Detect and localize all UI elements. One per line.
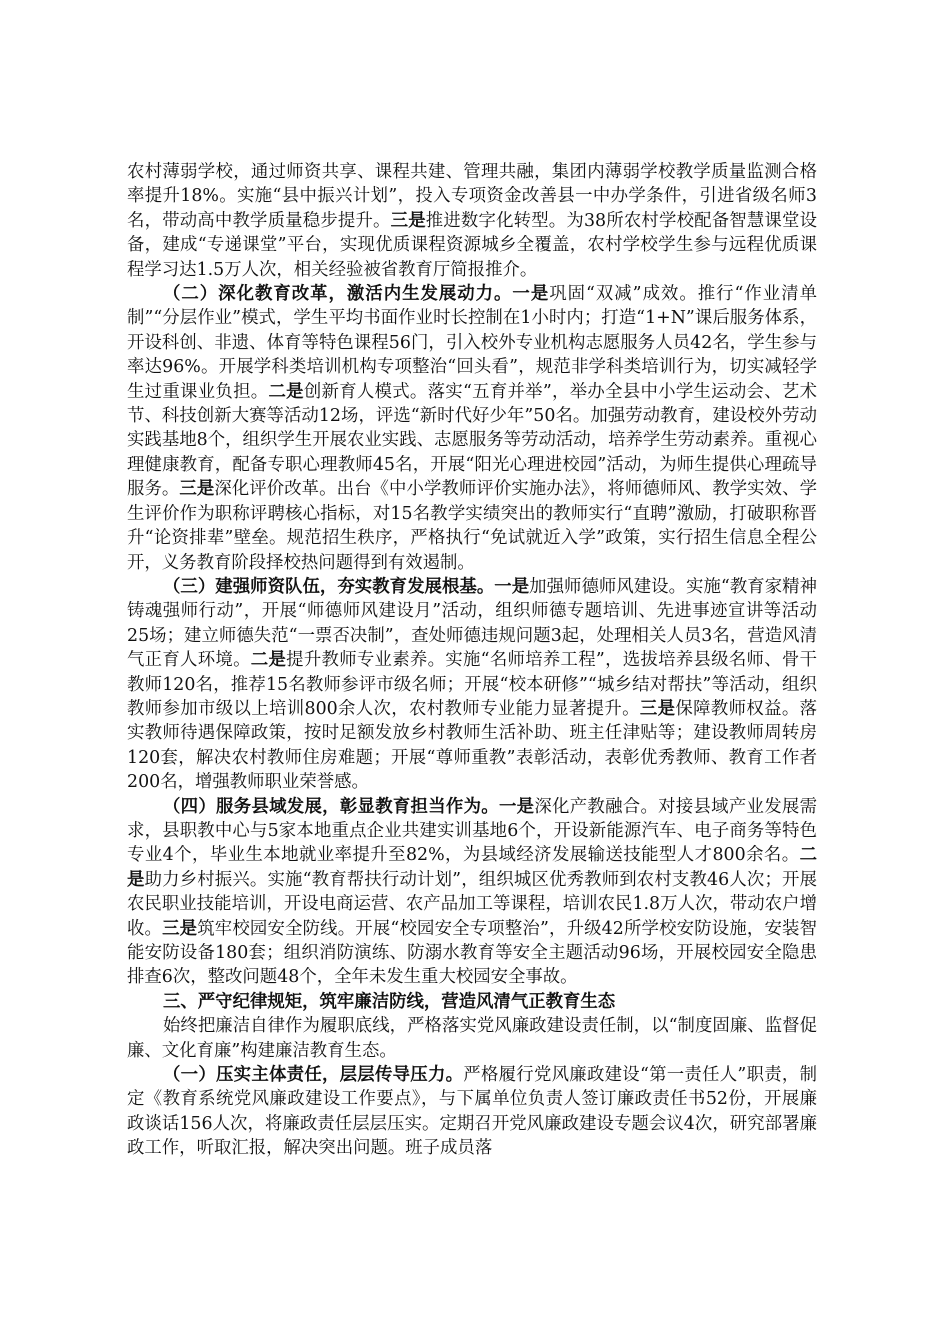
section-heading: （二）深化教育改革，激活内生发展动力。一是 bbox=[163, 284, 550, 305]
section-heading: （三）建强师资队伍，夯实教育发展根基。一是 bbox=[163, 576, 530, 597]
text-run: 加强师德师风建设。实施“教育家精神铸魂强师行动”，开展“师德师风建设月”活动，组织师德专题培训、先进事迹宣讲等活动25场；建立师德失范“一票否决制”，查处师德违规问题3起，处理相关人员3名，营造风清气正育人环境。 bbox=[127, 576, 817, 671]
section-heading: （四）服务县域发展，彰显教育担当作为。一是 bbox=[163, 796, 535, 817]
text-run-bold: 二是 bbox=[268, 381, 304, 402]
text-run: 农村薄弱学校，通过师资共享、课程共建、管理共融，集团内薄弱学校教学质量监测合格率提升18%。实施“县中振兴计划”，投入专项资金改善县一中办学条件，引进省级名师3名，带动高中教学质量稳步提升。 bbox=[127, 162, 817, 231]
paragraph-integrity-intro bbox=[127, 1014, 817, 1063]
text-run-bold: 二是 bbox=[127, 845, 817, 890]
text-run: 推进数字化转型。为38所农村学校配备智慧课堂设备，建成“专递课堂”平台，实现优质课程资源城乡全覆盖，农村学校学生参与远程优质课程学习达1.5万人次，相关经验被省教育厅简报推介。 bbox=[127, 210, 817, 280]
text-run-bold: 三是 bbox=[639, 698, 676, 719]
paragraph-rural-schools bbox=[127, 160, 817, 282]
text-run: 严格履行党风廉政建设“第一责任人”职责，制定《教育系统党风廉政建设工作要点》，与下属单位负责人签订廉政责任书52份，开展廉政谈话156人次，将廉政责任层层压实。定期召开党风廉政建设专题会议4次，研究部署廉政工作，听取汇报，解决突出问题。班子成员落 bbox=[127, 1065, 817, 1159]
text-run-bold: 三是 bbox=[179, 479, 215, 500]
text-run: 深化产教融合。对接县域产业发展需求，县职教中心与5家本地重点企业共建实训基地6个，开设新能源汽车、电子商务等特色专业4个，毕业生本地就业率提升至82%，为县域经济发展输送技能型人才800余名。 bbox=[127, 796, 817, 866]
text-run: 筑牢校园安全防线。开展“校园安全专项整治”，升级42所学校安防设施，安装智能安防设备180套；组织消防演练、防溺水教育等安全主题活动96场，开展校园安全隐患排查6次，整改问题48个，全年未发生重大校园安全事故。 bbox=[127, 918, 817, 988]
text-run: 助力乡村振兴。实施“教育帮扶行动计划”，组织城区优秀教师到农村支教46人次；开展农民职业技能培训，开设电商运营、农产品加工等课程，培训农民1.8万人次，带动农户增收。 bbox=[127, 869, 817, 939]
paragraph-county-development bbox=[127, 795, 817, 990]
text-run: 保障教师权益。落实教师待遇保障政策，按时足额发放乡村教师生活补助、班主任津贴等；建设教师周转房120套，解决农村教师住房难题；开展“尊师重教”表彰活动，表彰优秀教师、教育工作者200名，增强教师职业荣誉感。 bbox=[127, 698, 817, 793]
section-heading: （一）压实主体责任，层层传导压力。 bbox=[163, 1065, 464, 1086]
document-page bbox=[127, 160, 817, 1161]
text-run: 巩固“双减”成效。推行“作业清单制”“分层作业”模式，学生平均书面作业时长控制在1小时内；打造“1+N”课后服务体系，开设科创、非遗、体育等特色课程56门，引入校外专业机构志愿服务人员42名，学生参与率达96%。开展学科类培训机构专项整治“回头看”，规范非学科类培训行为，切实减轻学生过重课业负担。 bbox=[127, 284, 817, 402]
chapter-heading-discipline bbox=[127, 990, 817, 1014]
paragraph-teacher-team bbox=[127, 575, 817, 795]
text-run: 深化评价改革。出台《中小学教师评价实施办法》，将师德师风、教学实效、学生评价作为职称评聘核心指标，对15名教学实绩突出的教师实行“直聘”激励，打破职称晋升“论资排辈”壁垒。规范招生秩序，严格执行“免试就近入学”政策，实行招生信息全程公开，义务教育阶段择校热问题得到有效遏制。 bbox=[127, 479, 817, 573]
chapter-heading-text: 三、严守纪律规矩，筑牢廉洁防线，营造风清气正教育生态 bbox=[163, 991, 616, 1012]
text-run: 始终把廉洁自律作为履职底线，严格落实党风廉政建设责任制，以“制度固廉、监督促廉、文化育廉”构建廉洁教育生态。 bbox=[127, 1016, 817, 1061]
text-run-bold: 三是 bbox=[390, 210, 426, 231]
text-run: 提升教师专业素养。实施“名师培养工程”，选拔培养县级名师、骨干教师120名，推荐15名教师参评市级名师；开展“校本研修”“城乡结对帮扶”等活动，组织教师参加市级以上培训800余人次，农村教师专业能力显著提升。 bbox=[127, 650, 817, 719]
text-run-bold: 三是 bbox=[162, 918, 198, 939]
text-run-bold: 二是 bbox=[250, 650, 287, 671]
paragraph-education-reform bbox=[127, 282, 817, 575]
text-run: 创新育人模式。落实“五育并举”，举办全县中小学生运动会、艺术节、科技创新大赛等活动12场，评选“新时代好少年”50名。加强劳动教育，建设校外劳动实践基地8个，组织学生开展农业实践、志愿服务等劳动活动，培养学生劳动素养。重视心理健康教育，配备专职心理教师45名，开展“阳光心理进校园”活动，为师生提供心理疏导服务。 bbox=[127, 381, 817, 500]
paragraph-main-responsibility bbox=[127, 1063, 817, 1161]
